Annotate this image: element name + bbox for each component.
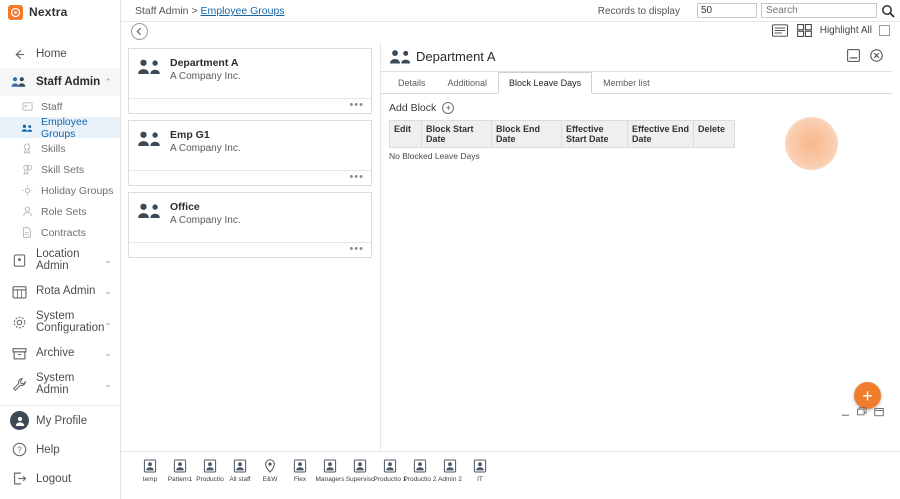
sidebar-item-help[interactable] <box>0 435 121 464</box>
close-icon[interactable] <box>869 48 884 63</box>
person-icon <box>472 458 488 474</box>
person-icon <box>352 458 368 474</box>
sidebar-item-label: Staff Admin <box>36 76 101 88</box>
column-header-effective-end-date[interactable]: Effective End Date <box>628 121 694 148</box>
breadcrumb-current[interactable]: Employee Groups <box>200 5 285 17</box>
list-item-subtitle: A Company Inc. <box>170 71 241 82</box>
role-icon <box>20 205 34 219</box>
dock-item-label: E&W <box>262 476 278 483</box>
maximize-icon[interactable] <box>874 407 884 417</box>
minimize-icon[interactable] <box>841 408 850 417</box>
dock-item-label: All staff <box>229 476 251 483</box>
calendar-icon <box>10 282 28 300</box>
detail-header-actions <box>846 48 884 63</box>
location-pin-icon <box>262 458 278 474</box>
sidebar-item-my-profile[interactable] <box>0 406 121 435</box>
table-header-row <box>390 121 735 148</box>
location-pin-icon <box>10 251 28 269</box>
chevron-down-icon[interactable]: ⌄ <box>104 316 112 327</box>
dock-item[interactable] <box>225 458 255 484</box>
person-icon <box>172 458 188 474</box>
plus-circle-icon[interactable]: + <box>442 102 454 114</box>
click-highlight <box>785 117 838 170</box>
topbar <box>121 0 900 22</box>
back-button[interactable] <box>131 23 148 40</box>
card-header <box>129 193 371 227</box>
list-item[interactable] <box>128 120 372 186</box>
help-circle-icon <box>10 441 28 459</box>
tab-details[interactable]: Details <box>398 78 426 88</box>
tab-block-leave-days[interactable]: Block Leave Days <box>498 72 592 93</box>
sidebar-item-label: My Profile <box>36 414 88 427</box>
add-block-label: Add Block <box>389 102 437 114</box>
person-icon <box>322 458 338 474</box>
dock-item-label: Managers <box>315 476 345 483</box>
person-icon <box>232 458 248 474</box>
sun-icon <box>20 184 34 198</box>
tab-member-list[interactable]: Member list <box>603 78 650 88</box>
dock-item-label: temp <box>142 476 158 483</box>
records-to-display-label: Records to display <box>597 6 680 17</box>
person-icon <box>412 458 428 474</box>
page-title: Department A <box>416 49 496 64</box>
dock-item-label: Productio <box>196 476 224 483</box>
toolstrip <box>121 22 900 42</box>
avatar-icon <box>10 411 29 430</box>
sidebar-item-staff-admin[interactable] <box>0 68 120 96</box>
divider <box>129 242 371 243</box>
person-icon <box>142 458 158 474</box>
ribbon-stack-icon <box>20 163 34 177</box>
list-item[interactable] <box>128 48 372 114</box>
table-header <box>390 121 735 148</box>
add-fab-icon[interactable]: + <box>854 382 881 409</box>
sidebar-item-label: System Configuration <box>36 310 105 334</box>
ellipsis-icon[interactable]: ••• <box>349 171 364 183</box>
sidebar-subitem-label: Holiday Groups <box>41 184 114 197</box>
chevron-down-icon[interactable]: ⌄ <box>104 254 112 265</box>
sidebar-subitem-employee-groups[interactable] <box>0 117 120 138</box>
employee-groups-list <box>121 42 381 451</box>
detail-tabs <box>381 72 892 94</box>
sidebar-item-rota-admin[interactable] <box>0 277 120 305</box>
sidebar-item-label: Home <box>36 48 67 60</box>
list-item-title: Office <box>170 201 200 213</box>
tab-additional[interactable]: Additional <box>447 78 488 88</box>
person-icon <box>202 458 218 474</box>
group-icon <box>137 129 163 151</box>
logout-icon <box>10 470 28 488</box>
column-header-delete[interactable]: Delete <box>694 121 735 148</box>
list-item-subtitle: A Company Inc. <box>170 215 241 226</box>
sidebar-item-label: Help <box>36 443 60 456</box>
add-block-button[interactable] <box>381 94 892 120</box>
app-logo-icon <box>8 5 23 20</box>
brand-name: Nextra <box>29 5 68 19</box>
group-icon <box>389 48 413 66</box>
sidebar-subitem-label: Employee Groups <box>41 115 88 140</box>
grid-view-icon[interactable] <box>796 23 813 38</box>
minimize-icon[interactable] <box>846 48 861 63</box>
chevron-down-icon[interactable]: ⌄ <box>104 347 112 358</box>
staff-admin-subnav <box>0 96 120 243</box>
sidebar-subitem-staff[interactable] <box>0 96 120 117</box>
dock-item[interactable] <box>195 458 225 484</box>
sidebar-item-home[interactable] <box>0 40 120 68</box>
ellipsis-icon[interactable]: ••• <box>349 99 364 111</box>
dock-item[interactable] <box>405 458 435 484</box>
sidebar-item-archive[interactable] <box>0 339 120 367</box>
dock-item[interactable] <box>465 458 495 484</box>
sidebar-nav <box>0 40 120 401</box>
svg-text:?: ? <box>16 445 22 455</box>
wrench-icon <box>10 375 28 393</box>
archive-box-icon <box>10 344 28 362</box>
sidebar-subitem-contracts[interactable] <box>0 222 120 243</box>
sidebar-item-label: Rota Admin <box>36 285 96 297</box>
block-leave-days-table <box>389 120 735 148</box>
bottom-dock <box>121 451 900 499</box>
records-to-display-input[interactable] <box>697 3 757 18</box>
restore-icon[interactable] <box>857 407 867 417</box>
chevron-up-icon[interactable]: ⌃ <box>104 76 112 87</box>
group-icon <box>20 121 34 135</box>
group-icon <box>137 57 163 79</box>
sidebar-subitem-holiday-groups[interactable] <box>0 180 120 201</box>
card-header <box>129 49 371 83</box>
person-icon <box>382 458 398 474</box>
person-icon <box>292 458 308 474</box>
brand <box>0 0 120 24</box>
ellipsis-icon[interactable]: ••• <box>349 243 364 255</box>
sidebar-subitem-label: Contracts <box>41 226 86 239</box>
people-icon <box>10 73 28 91</box>
list-item-title: Emp G1 <box>170 129 210 141</box>
dock-item-label: Flex <box>293 476 307 483</box>
sidebar-subitem-label: Staff <box>41 100 63 113</box>
id-card-icon <box>20 100 34 114</box>
dock-item[interactable] <box>255 458 285 484</box>
dock-item[interactable] <box>165 458 195 484</box>
detail-panel <box>381 42 892 451</box>
ribbon-icon <box>20 142 34 156</box>
dock-item[interactable] <box>285 458 315 484</box>
search-input[interactable] <box>761 3 877 18</box>
sidebar-item-logout[interactable] <box>0 464 121 493</box>
toolstrip-actions <box>772 23 890 38</box>
sidebar-item-label: Logout <box>36 472 72 485</box>
table-empty-message: No Blocked Leave Days <box>389 151 480 161</box>
dock-item-label: Supervisc <box>345 476 375 483</box>
search-icon[interactable] <box>879 2 897 20</box>
sidebar-item-system-configuration[interactable] <box>0 305 120 339</box>
dock-item[interactable] <box>435 458 465 484</box>
card-header <box>129 121 371 155</box>
sidebar-item-label: Archive <box>36 347 75 359</box>
sidebar-item-system-admin[interactable] <box>0 367 120 401</box>
breadcrumb-root[interactable]: Staff Admin <box>135 5 189 17</box>
dock-item-label: Pattern1 <box>167 476 193 483</box>
sidebar-item-label: Location Admin <box>36 248 80 272</box>
column-header-edit[interactable]: Edit <box>390 121 422 148</box>
chevron-down-icon[interactable]: ⌄ <box>104 378 112 389</box>
sidebar-subitem-label: Skills <box>41 142 66 155</box>
breadcrumb <box>135 5 285 17</box>
sidebar-subitem-skill-sets[interactable] <box>0 159 120 180</box>
dock-item-label: Admin 2 <box>438 476 462 483</box>
group-icon <box>137 201 163 223</box>
dock-item-label: Productio 2 <box>403 476 437 483</box>
sidebar-item-label: System Admin <box>36 372 75 396</box>
dock-item[interactable] <box>135 458 165 484</box>
sidebar-item-location-admin[interactable] <box>0 243 120 277</box>
sidebar-bottom <box>0 405 121 499</box>
column-header-effective-start-date[interactable]: Effective Start Date <box>562 121 628 148</box>
list-item[interactable] <box>128 192 372 258</box>
person-icon <box>442 458 458 474</box>
highlight-all-label: Highlight All <box>819 25 872 36</box>
sidebar-subitem-skills[interactable] <box>0 138 120 159</box>
divider <box>129 98 371 99</box>
column-header-block-start-date[interactable]: Block Start Date <box>422 121 492 148</box>
gear-icon <box>10 313 28 331</box>
sidebar <box>0 0 121 499</box>
dock-item-label: Productio 1 <box>373 476 407 483</box>
breadcrumb-separator: > <box>191 5 198 17</box>
column-header-block-end-date[interactable]: Block End Date <box>492 121 562 148</box>
highlight-all-checkbox[interactable] <box>879 25 890 36</box>
list-item-title: Department A <box>170 57 239 69</box>
back-arrow-icon <box>10 45 28 63</box>
dock-item-label: IT <box>477 476 483 483</box>
dock-item[interactable] <box>375 458 405 484</box>
sidebar-subitem-label: Role Sets <box>41 205 87 218</box>
sidebar-subitem-label: Skill Sets <box>41 163 85 176</box>
chevron-down-icon[interactable]: ⌄ <box>104 285 112 296</box>
divider <box>129 170 371 171</box>
dock-item[interactable] <box>315 458 345 484</box>
window-controls <box>841 407 884 417</box>
document-icon <box>20 226 34 240</box>
list-item-subtitle: A Company Inc. <box>170 143 241 154</box>
dock-item[interactable] <box>345 458 375 484</box>
list-view-icon[interactable] <box>772 23 789 38</box>
sidebar-subitem-role-sets[interactable] <box>0 201 120 222</box>
detail-header <box>381 42 892 72</box>
